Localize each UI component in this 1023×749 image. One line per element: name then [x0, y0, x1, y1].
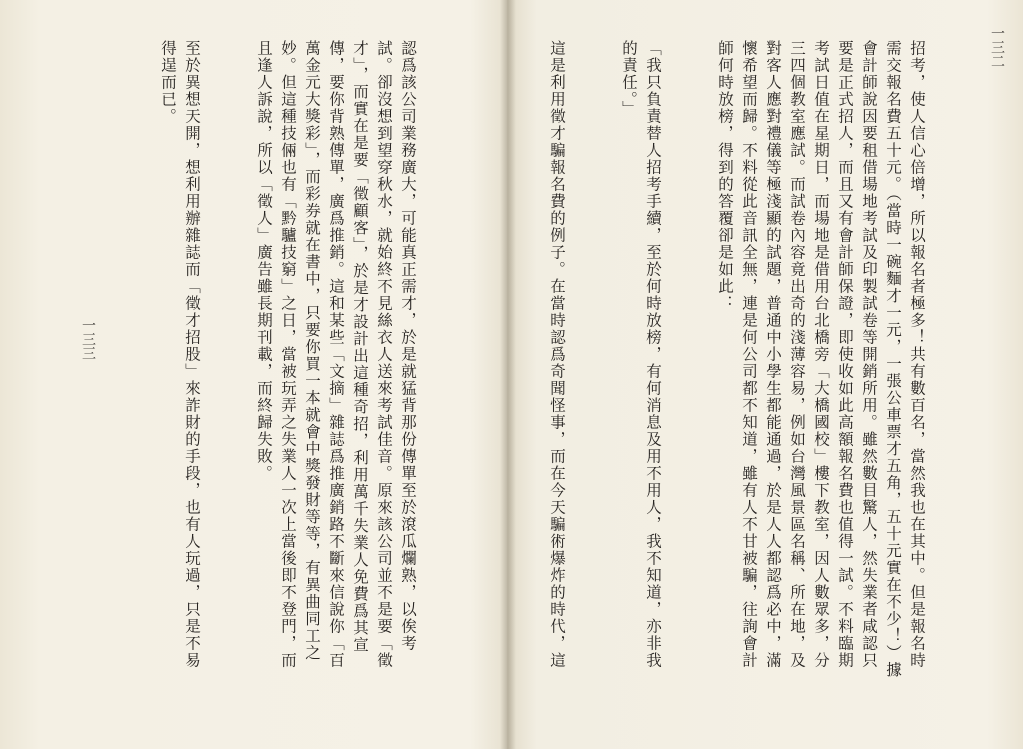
- left-page: [0, 0, 507, 749]
- right-paragraph: 這是利用徵才騙報名費的例子。在當時認爲奇聞怪事，而在今天騙術爆炸的時代，這: [548, 40, 566, 669]
- left-page-body: [108, 40, 468, 680]
- left-paragraph: 至於異想天開，想利用辦雜誌而「徵才招股」來詐財的手段，也有人玩過，只是不易得逞而已。: [159, 40, 201, 669]
- left-paragraph: 認爲該公司業務廣大，可能真正需才，於是就猛背那份傳單至於滾瓜爛熟，以俟考試。卻沒想到望穿秋水，就始終不見絲衣人送來考試佳音。原來該公司並不是要「徵才」，而實在是要「徵顧客」，於是才設計出這種奇招，利用萬千失業人免費爲其宣傳，要你背熟傳單，廣爲推銷。這和某些「文摘」雜誌爲推廣銷路不斷來信說你「百萬金元大獎彩」，而彩券就在書中，只要你買一本就會中獎發財等等，有異曲同工之妙。但這種技倆也有「黔驢技窮」之日，當被玩弄之失業人一次上當後即不登門，而且逢人訴說，所以「徵人」廣告雖長期刊載，而終歸失敗。: [255, 40, 417, 669]
- left-page-number: 一三三: [80, 318, 96, 360]
- right-paragraph: 招考，使人信心倍增，所以報名者極多！共有數百名，當然我也在其中。但是報名時需交報名費五十元。（當時一碗麵才一元，一張公車票才五角，五十元實在不少！）據會計師說因要租借場地考試及印製試卷等開銷所用。雖然數目驚人，然失業者咸認只要是正式招人，而且又有會計師保證，即使收如此高額報名費也值得一試。不料臨期考試日值在星期日，而場地是借用台北橋旁「大橋國校」樓下教室，因人數眾多，分三四個教室應試。而試卷內容竟出奇的淺薄容易，例如台灣風景區名稱、所在地，及對客人應對禮儀等極淺顯的試題，普通中小學生都能通過，於是人人都認爲必中，滿懷希望而歸。不料從此音訊全無，連是何公司都不知道，雖有人不甘被騙，往詢會計師何時放榜，得到的答覆卻是如此：: [716, 40, 926, 679]
- right-paragraph: 「我只負責替人招考手續，至於何時放榜，有何消息及用不用人，我不知道，亦非我的責任。」: [620, 40, 662, 669]
- right-page-number: 一三二: [989, 26, 1005, 68]
- right-page: [507, 0, 1023, 749]
- right-page-body: [547, 40, 977, 680]
- book-gutter: [500, 0, 516, 749]
